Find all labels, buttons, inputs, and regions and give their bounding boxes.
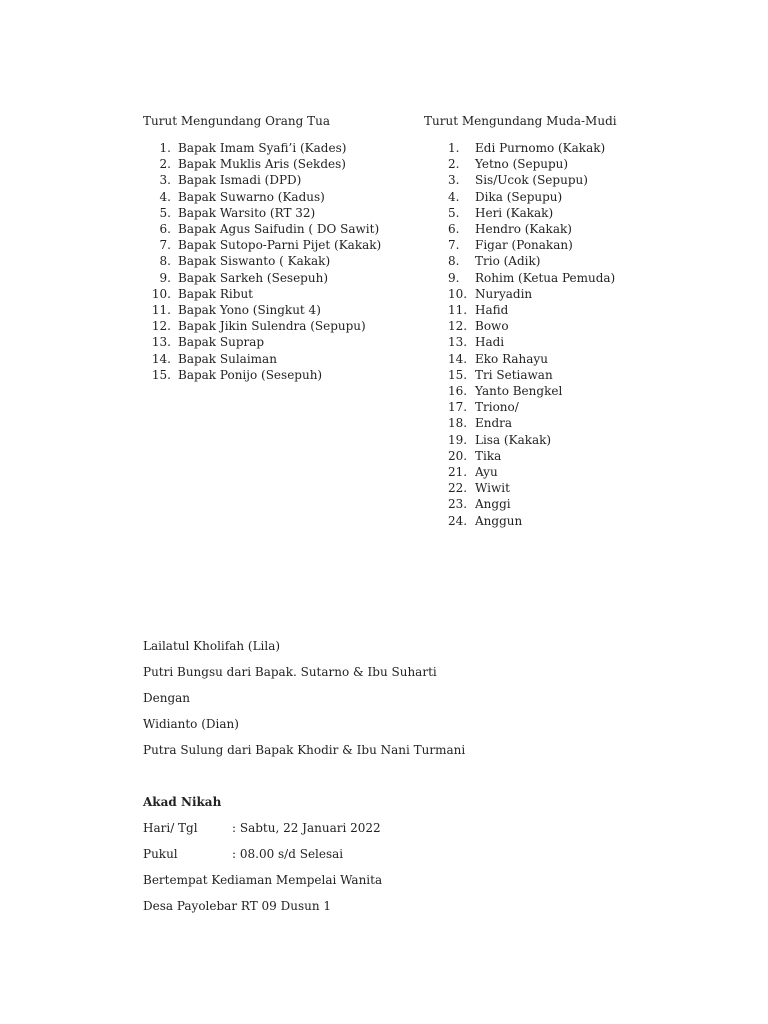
- list-item-number: 16.: [448, 384, 468, 399]
- youth-list-item: [424, 189, 704, 205]
- youth-list-item: [424, 399, 704, 415]
- list-item-number: 4.: [448, 189, 460, 204]
- list-item-name: Eko Rahayu: [475, 351, 548, 366]
- youth-guest-list: [424, 140, 704, 529]
- list-item-name: Figar (Ponakan): [475, 238, 573, 253]
- parents-list-item: [143, 302, 388, 318]
- parents-list-item: [143, 205, 388, 221]
- list-item-name: Rohim (Ketua Pemuda): [475, 270, 616, 285]
- list-item-name: Bapak Suprap: [178, 335, 265, 350]
- list-item-name: Sis/Ucok (Sepupu): [475, 173, 588, 188]
- list-item-number: 2.: [448, 157, 460, 172]
- akad-time-row: [143, 846, 643, 872]
- list-item-number: 9.: [159, 270, 171, 285]
- parents-list-item: [143, 253, 388, 269]
- list-item-number: 12.: [151, 319, 171, 334]
- list-item-number: 7.: [159, 238, 171, 253]
- list-item-name: Hadi: [475, 335, 505, 350]
- parents-column-title: Turut Mengundang Orang Tua: [143, 114, 330, 128]
- parents-list-item: [143, 172, 388, 188]
- list-item-name: Nuryadin: [475, 286, 533, 301]
- list-item-number: 9.: [448, 270, 460, 285]
- list-item-number: 5.: [159, 205, 171, 220]
- list-item-name: Bapak Sulaiman: [178, 351, 277, 366]
- venue-line-2: Desa Payolebar RT 09 Dusun 1: [143, 899, 332, 913]
- youth-list-item: [424, 367, 704, 383]
- youth-list-item: [424, 270, 704, 286]
- youth-list-item: [424, 318, 704, 334]
- youth-list-item: [424, 221, 704, 237]
- list-item-number: 7.: [448, 238, 460, 253]
- parents-list-item: [143, 156, 388, 172]
- list-item-number: 10.: [448, 286, 468, 301]
- list-item-number: 13.: [448, 335, 468, 350]
- youth-list-item: [424, 383, 704, 399]
- list-item-name: Anggi: [475, 497, 511, 512]
- list-item-number: 24.: [448, 513, 468, 528]
- list-item-name: Anggun: [475, 513, 523, 528]
- list-item-number: 18.: [448, 416, 468, 431]
- youth-list-item: [424, 351, 704, 367]
- wedding-details: [143, 638, 643, 924]
- youth-list-item: [424, 205, 704, 221]
- list-item-name: Yetno (Sepupu): [475, 157, 569, 172]
- list-item-number: 15.: [151, 367, 171, 382]
- list-item-name: Bapak Suwarno (Kadus): [178, 189, 325, 204]
- parents-list-item: [143, 189, 388, 205]
- parents-list-item: [143, 367, 388, 383]
- list-item-name: Bapak Jikin Sulendra (Sepupu): [178, 319, 366, 334]
- list-item-number: 6.: [448, 222, 460, 237]
- list-item-number: 12.: [448, 319, 468, 334]
- list-item-name: Bapak Ismadi (DPD): [178, 173, 302, 188]
- parents-invitation-column: [143, 113, 388, 383]
- list-item-name: Bapak Sarkeh (Sesepuh): [178, 270, 329, 285]
- spacer: [143, 768, 643, 794]
- akad-day-value: : Sabtu, 22 Januari 2022: [232, 821, 381, 835]
- list-item-name: Endra: [475, 416, 513, 431]
- list-item-number: 8.: [448, 254, 460, 269]
- parents-list-item: [143, 334, 388, 350]
- akad-heading: Akad Nikah: [143, 795, 222, 809]
- list-item-name: Bowo: [475, 319, 509, 334]
- list-item-number: 8.: [159, 254, 171, 269]
- youth-list-item: [424, 334, 704, 350]
- youth-list-item: [424, 302, 704, 318]
- venue-line-1: Bertempat Kediaman Mempelai Wanita: [143, 873, 383, 887]
- parents-list-item: [143, 237, 388, 253]
- list-item-number: 11.: [151, 303, 171, 318]
- parents-list-item: [143, 221, 388, 237]
- list-item-number: 23.: [448, 497, 468, 512]
- list-item-name: Yanto Bengkel: [475, 384, 563, 399]
- list-item-name: Tika: [475, 448, 502, 463]
- list-item-name: Heri (Kakak): [475, 205, 554, 220]
- parents-list-item: [143, 351, 388, 367]
- list-item-name: Tri Setiawan: [475, 367, 553, 382]
- connector-text: Dengan: [143, 691, 191, 705]
- list-item-name: Hendro (Kakak): [475, 222, 572, 237]
- youth-list-item: [424, 140, 704, 156]
- list-item-name: Dika (Sepupu): [475, 189, 563, 204]
- list-item-number: 14.: [151, 351, 171, 366]
- list-item-name: Bapak Ribut: [178, 286, 253, 301]
- list-item-name: Bapak Sutopo-Parni Pijet (Kakak): [178, 238, 382, 253]
- youth-column-title: Turut Mengundang Muda-Mudi: [424, 114, 617, 128]
- list-item-name: Bapak Siswanto ( Kakak): [178, 254, 331, 269]
- list-item-name: Bapak Agus Saifudin ( DO Sawit): [178, 222, 380, 237]
- list-item-name: Hafid: [475, 303, 509, 318]
- list-item-name: Bapak Imam Syafi’i (Kades): [178, 141, 347, 155]
- list-item-number: 15.: [448, 367, 468, 382]
- youth-list-item: [424, 480, 704, 496]
- list-item-number: 19.: [448, 432, 468, 447]
- list-item-number: 11.: [448, 303, 468, 318]
- list-item-number: 14.: [448, 351, 468, 366]
- groom-parents: Putra Sulung dari Bapak Khodir & Ibu Nani Turmani: [143, 743, 466, 757]
- list-item-number: 17.: [448, 400, 468, 415]
- list-item-number: 2.: [159, 157, 171, 172]
- youth-list-item: [424, 432, 704, 448]
- akad-time-value: : 08.00 s/d Selesai: [232, 847, 344, 861]
- youth-list-item: [424, 237, 704, 253]
- akad-day-row: [143, 820, 643, 846]
- parents-list-item: [143, 318, 388, 334]
- youth-list-item: [424, 172, 704, 188]
- akad-day-label: Hari/ Tgl: [143, 821, 198, 835]
- list-item-number: 3.: [448, 173, 460, 188]
- youth-list-item: [424, 513, 704, 529]
- youth-list-item: [424, 448, 704, 464]
- parents-list-item: [143, 140, 388, 156]
- list-item-number: 1.: [159, 141, 171, 155]
- youth-invitation-column: [424, 113, 704, 529]
- list-item-name: Triono/: [475, 400, 519, 415]
- groom-name: Widianto (Dian): [143, 717, 239, 731]
- youth-list-item: [424, 286, 704, 302]
- parents-list-item: [143, 286, 388, 302]
- list-item-number: 4.: [159, 189, 171, 204]
- youth-list-item: [424, 496, 704, 512]
- list-item-number: 6.: [159, 222, 171, 237]
- youth-list-item: [424, 464, 704, 480]
- parents-list-item: [143, 270, 388, 286]
- list-item-number: 22.: [448, 481, 468, 496]
- list-item-name: Ayu: [475, 465, 498, 480]
- parents-guest-list: [143, 140, 388, 383]
- youth-list-item: [424, 415, 704, 431]
- list-item-number: 5.: [448, 205, 460, 220]
- akad-time-label: Pukul: [143, 847, 178, 861]
- list-item-name: Bapak Muklis Aris (Sekdes): [178, 157, 346, 172]
- list-item-number: 1.: [448, 141, 460, 155]
- list-item-name: Trio (Adik): [475, 254, 541, 269]
- list-item-name: Bapak Ponijo (Sesepuh): [178, 367, 323, 382]
- list-item-name: Wiwit: [475, 481, 510, 496]
- list-item-name: Lisa (Kakak): [475, 432, 552, 447]
- list-item-name: Edi Purnomo (Kakak): [475, 141, 606, 155]
- bride-name: Lailatul Kholifah (Lila): [143, 639, 281, 653]
- youth-list-item: [424, 156, 704, 172]
- list-item-number: 10.: [151, 286, 171, 301]
- list-item-name: Bapak Yono (Singkut 4): [178, 303, 321, 318]
- list-item-number: 3.: [159, 173, 171, 188]
- list-item-number: 13.: [151, 335, 171, 350]
- bride-parents: Putri Bungsu dari Bapak. Sutarno & Ibu Suharti: [143, 665, 437, 679]
- youth-list-item: [424, 253, 704, 269]
- list-item-number: 20.: [448, 448, 468, 463]
- list-item-name: Bapak Warsito (RT 32): [178, 205, 316, 220]
- list-item-number: 21.: [448, 465, 468, 480]
